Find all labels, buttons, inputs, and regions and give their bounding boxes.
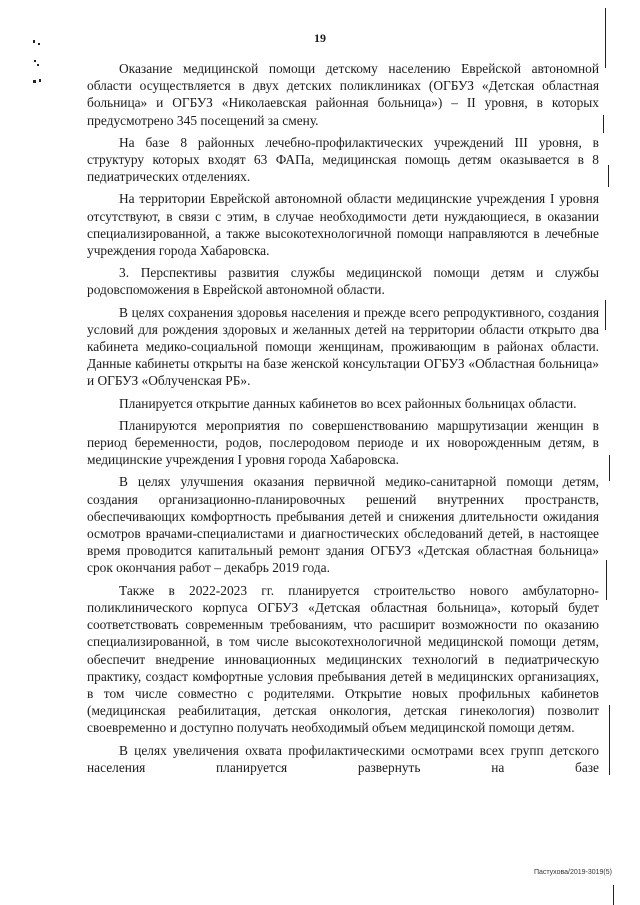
- paragraph: Оказание медицинской помощи детскому населению Еврейской автономной области осуществляется в двух детских поликлиниках (ОГБУЗ «Детская областная больница» и ОГБУЗ «Николаевская районная больница») – II уровня, в которых предусмотрено 345 посещений за смену.: [87, 61, 599, 128]
- paragraph: На территории Еврейской автономной области медицинские учреждения I уровня отсутствуют, в связи с этим, в случае необходимости дети нуждающиеся, в оказании специализированной, а также высокотехнологичной помощи направляются в лечебные учреждения города Хабаровска.: [87, 191, 599, 259]
- scan-artifact: [603, 115, 604, 133]
- document-body: [87, 60, 599, 776]
- paragraph: Также в 2022-2023 гг. планируется строительство нового амбулаторно-поликлинического корпуса ОГБУЗ «Детская областная больница», который будет соответствовать современным требованиям, что расширит возможности по оказанию специализированной, в том числе высокотехнологичной медицинской помощи детям, обеспечит внедрение инновационных медицинских технологий в педиатрическую практику, создаст комфортные условия пребывания детей в медицинских организациях, в том числе совместно с родителями. Открытие новых профильных кабинетов (медицинская реабилитация, детская онкология, детская гинекология) позволит своевременно и доступно получать необходимый объем медицинской помощи детям.: [87, 582, 599, 736]
- page-number: 19: [314, 31, 326, 45]
- scan-artifact: [606, 560, 607, 600]
- document-code: Пастухова/2019-3019(5): [533, 869, 612, 876]
- scan-artifact: [33, 80, 36, 83]
- scan-artifact: [38, 43, 40, 45]
- scan-artifact: [605, 300, 606, 330]
- scan-artifact: [609, 705, 610, 775]
- scan-artifact: [608, 165, 609, 187]
- scan-artifact: [39, 79, 41, 82]
- scan-artifact: [609, 455, 610, 481]
- paragraph: В целях улучшения оказания первичной медико-санитарной помощи детям, создания организационно-планировочных решений внутренних пространств, обеспечивающих комфортность пребывания детей и снижения длительности ожидания осмотров врачами-специалистами и диагностических обследований детей, в настоящее время проводится капитальный ремонт здания ОГБУЗ «Детская областная больница» срок окончания работ – декабрь 2019 года.: [87, 474, 599, 576]
- paragraph: Планируется открытие данных кабинетов во всех районных больницах области.: [119, 395, 577, 411]
- paragraph: В целях увеличения охвата профилактическими осмотрами всех групп детского населения планируется развернуть на базе: [87, 742, 599, 775]
- scan-artifact: [33, 40, 35, 43]
- paragraph: В целях сохранения здоровья населения и прежде всего репродуктивного, создания условий для рождения здоровых и желанных детей на территории области открыто два кабинета медико-социальной помощи женщинам, проживающим в районах области. Данные кабинеты открыты на базе женской консультации ОГБУЗ «Областная больница» и ОГБУЗ «Облученская РБ».: [87, 304, 599, 389]
- scan-artifact: [605, 8, 606, 68]
- scan-artifact: [613, 885, 614, 905]
- scan-artifact: [37, 64, 39, 66]
- scan-artifact: [34, 60, 36, 62]
- section-heading: 3. Перспективы развития службы медицинской помощи детям и службы родовспоможения в Еврейской автономной области.: [87, 265, 599, 298]
- paragraph: Планируются мероприятия по совершенствованию маршрутизации женщин в период беременности, родов, послеродовом периоде и их новорожденным детям, в медицинские учреждения I уровня города Хабаровска.: [87, 417, 599, 468]
- paragraph: На базе 8 районных лечебно-профилактических учреждений III уровня, в структуру которых входят 63 ФАПа, медицинская помощь детям оказывается в 8 педиатрических отделениях.: [87, 134, 599, 185]
